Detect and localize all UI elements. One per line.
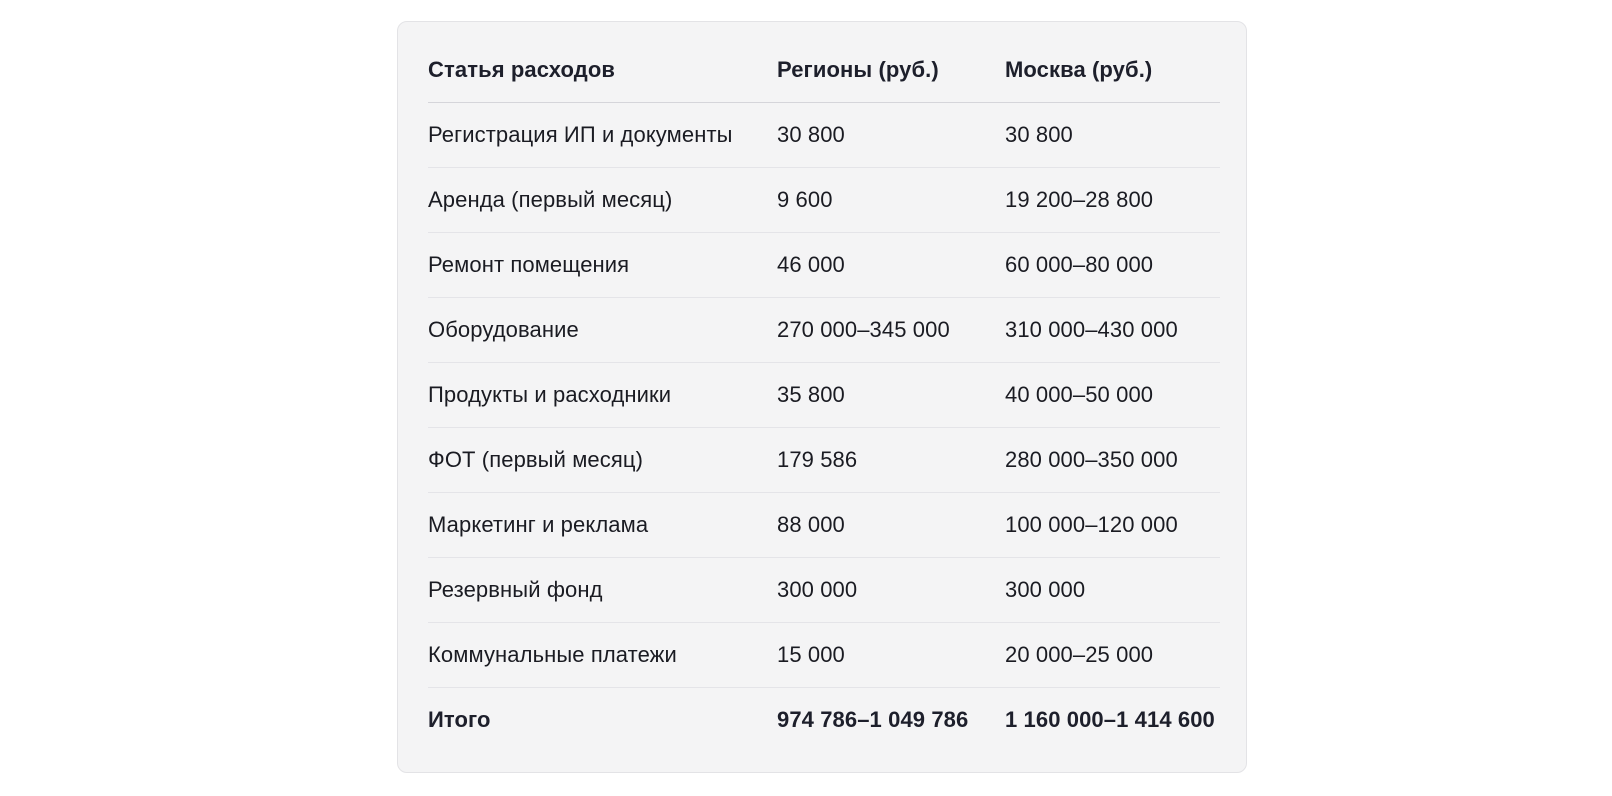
table-row <box>428 103 1220 168</box>
cell-moscow: 30 800 <box>1005 103 1220 168</box>
cell-regions: 15 000 <box>777 623 1005 688</box>
cell-regions: 46 000 <box>777 233 1005 298</box>
cell-expense-item: Регистрация ИП и документы <box>428 103 777 168</box>
cell-regions: 179 586 <box>777 428 1005 493</box>
cell-regions: 35 800 <box>777 363 1005 428</box>
cell-expense-item: Коммунальные платежи <box>428 623 777 688</box>
table-row <box>428 363 1220 428</box>
cell-expense-item: Аренда (первый месяц) <box>428 168 777 233</box>
cell-expense-item: Резервный фонд <box>428 558 777 623</box>
cell-moscow: 280 000–350 000 <box>1005 428 1220 493</box>
cell-moscow: 40 000–50 000 <box>1005 363 1220 428</box>
cell-regions: 300 000 <box>777 558 1005 623</box>
table-row <box>428 623 1220 688</box>
cell-regions: 270 000–345 000 <box>777 298 1005 363</box>
cell-expense-item: Маркетинг и реклама <box>428 493 777 558</box>
cell-moscow: 310 000–430 000 <box>1005 298 1220 363</box>
table-row <box>428 493 1220 558</box>
table-row <box>428 233 1220 298</box>
expenses-table-card <box>397 21 1247 773</box>
table-row <box>428 428 1220 493</box>
total-label: Итого <box>428 707 491 732</box>
total-regions: 974 786–1 049 786 <box>777 707 969 732</box>
table-header-row <box>428 38 1220 103</box>
cell-moscow: 60 000–80 000 <box>1005 233 1220 298</box>
cell-expense-item: ФОТ (первый месяц) <box>428 428 777 493</box>
header-regions: Регионы (руб.) <box>777 38 1005 103</box>
table-row <box>428 558 1220 623</box>
header-expense-item: Статья расходов <box>428 38 777 103</box>
cell-expense-item: Продукты и расходники <box>428 363 777 428</box>
cell-moscow: 100 000–120 000 <box>1005 493 1220 558</box>
total-moscow: 1 160 000–1 414 600 <box>1005 707 1215 732</box>
expenses-table <box>428 38 1220 752</box>
total-row <box>428 688 1220 753</box>
cell-moscow: 20 000–25 000 <box>1005 623 1220 688</box>
cell-regions: 9 600 <box>777 168 1005 233</box>
header-moscow: Москва (руб.) <box>1005 38 1220 103</box>
cell-moscow: 19 200–28 800 <box>1005 168 1220 233</box>
cell-moscow: 300 000 <box>1005 558 1220 623</box>
table-row <box>428 298 1220 363</box>
cell-expense-item: Ремонт помещения <box>428 233 777 298</box>
cell-regions: 88 000 <box>777 493 1005 558</box>
table-row <box>428 168 1220 233</box>
cell-expense-item: Оборудование <box>428 298 777 363</box>
cell-regions: 30 800 <box>777 103 1005 168</box>
